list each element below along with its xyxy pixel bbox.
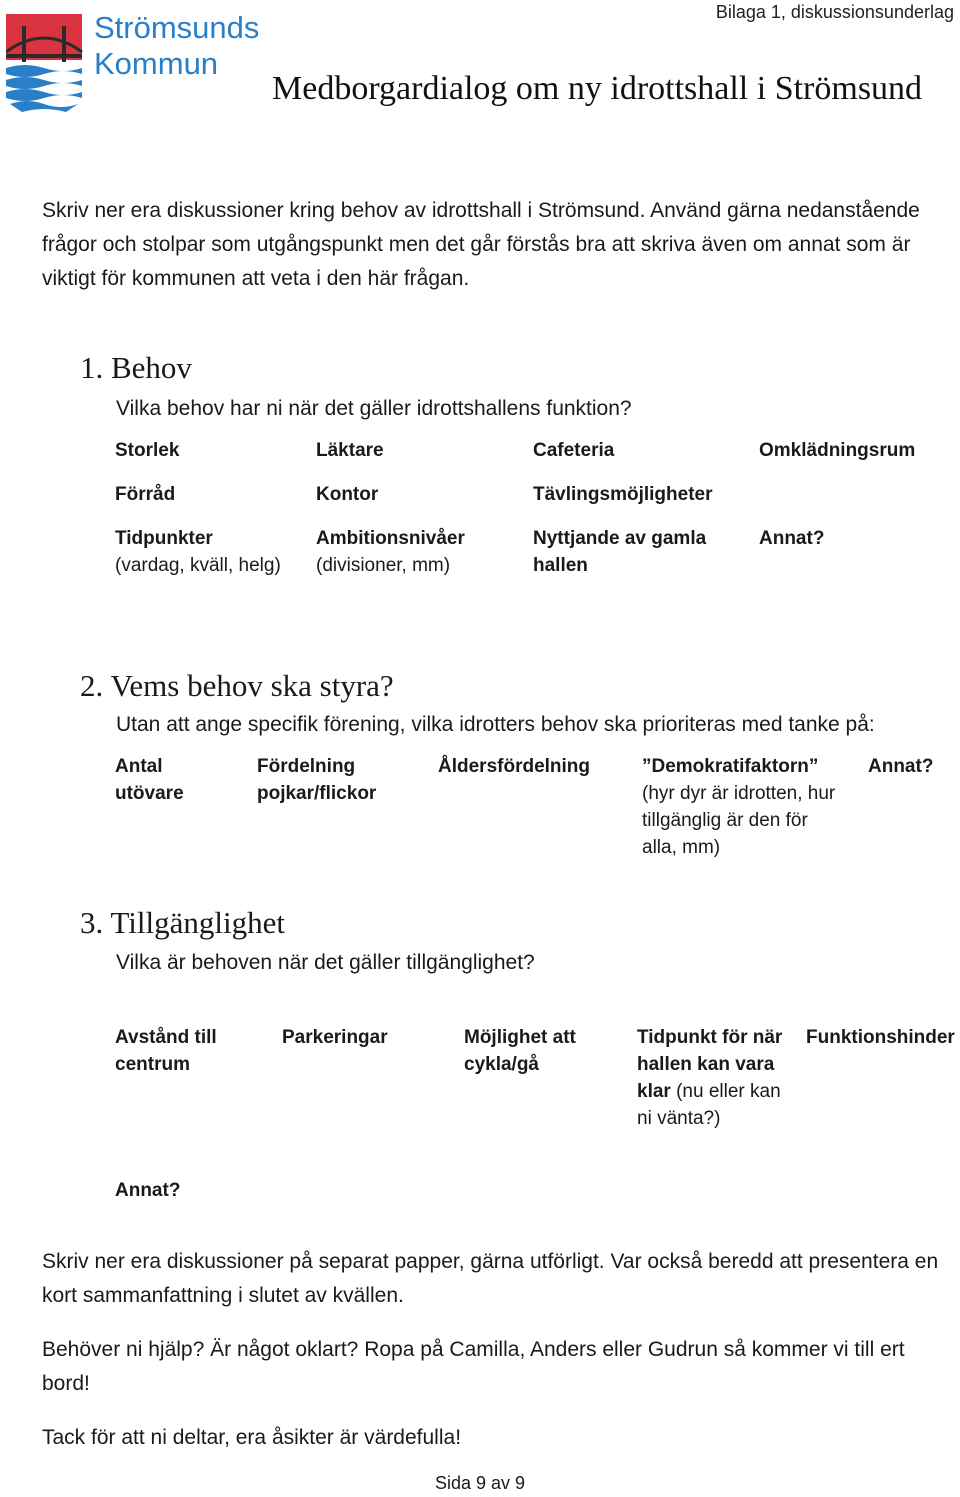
topic-item: Omklädningsrum (759, 440, 916, 461)
section-3-question: Vilka är behoven när det gäller tillgänglighet? (116, 951, 535, 974)
topic-item: Funktionshinder (806, 1027, 955, 1048)
topic-item: ”Demokratifaktorn” (hyr dyr är idrotten, hur tillgänglig är den för alla, mm) (642, 756, 836, 858)
section-2-question: Utan att ange specifik förening, vilka idrotters behov ska prioriteras med tanke på: (116, 713, 875, 736)
topic-item: Läktare (316, 440, 384, 461)
logo-text-kommun: Kommun (94, 46, 219, 81)
topic-item: Annat? (759, 528, 825, 549)
page-number: Sida 9 av 9 (434, 1473, 526, 1493)
topic-item: Annat? (868, 756, 934, 777)
topic-item: Tidpunkt för när hallen kan vara klar (nu eller kan ni vänta?) (637, 1027, 783, 1129)
intro-paragraph: Skriv ner era diskussioner kring behov av idrottshall i Strömsund. Använd gärna nedanstående frågor och stolpar som utgångspunkt men det går förstås bra att skriva även om annat som är viktigt för kommunen att veta i den här frågan. (42, 199, 920, 290)
section-title: Tillgänglighet (110, 905, 285, 940)
section-title: Behov (111, 350, 192, 385)
document-title: Medborgardialog om ny idrottshall i Strömsund (272, 70, 923, 107)
topic-item: Fördelning pojkar/flickor (257, 756, 377, 804)
section-1-question: Vilka behov har ni när det gäller idrottshallens funktion? (116, 397, 632, 420)
topic-item: Avstånd till centrum (115, 1027, 217, 1075)
logo-text-stromsunds: Strömsunds (94, 10, 260, 45)
section-number: 1. (80, 350, 104, 385)
section-title: Vems behov ska styra? (110, 668, 394, 703)
section-2-heading (80, 668, 394, 704)
topic-item: Cafeteria (533, 440, 615, 461)
topic-item: Storlek (115, 440, 180, 461)
topic-item: Tidpunkter (vardag, kväll, helg) (115, 528, 281, 576)
topic-item: Nyttjande av gamla hallen (533, 528, 707, 576)
bridge-logo-icon (6, 8, 90, 116)
topic-item: Kontor (316, 484, 379, 505)
topic-item: Möjlighet att cykla/gå (464, 1027, 576, 1075)
section-number: 3. (80, 905, 104, 940)
topic-item: Tävlingsmöjligheter (533, 484, 713, 505)
help-paragraph: Behöver ni hjälp? Är något oklart? Ropa på Camilla, Anders eller Gudrun så kommer vi till ert bord! (42, 1338, 905, 1395)
topic-item: Antal utövare (115, 756, 184, 804)
topic-item: Ambitionsnivåer (divisioner, mm) (316, 528, 465, 576)
closing-paragraph: Skriv ner era diskussioner på separat papper, gärna utförligt. Var också beredd att presentera en kort sammanfattning i slutet av kvällen. (42, 1250, 939, 1307)
topic-item: Åldersfördelning (438, 756, 591, 777)
appendix-label: Bilaga 1, diskussionsunderlag (715, 2, 954, 22)
thanks-paragraph: Tack för att ni deltar, era åsikter är värdefulla! (42, 1426, 462, 1449)
topic-item: Parkeringar (282, 1027, 388, 1048)
section-number: 2. (80, 668, 104, 703)
municipality-logo (6, 8, 260, 116)
section-1-heading (80, 350, 192, 386)
section-3-heading (80, 905, 285, 941)
topic-item: Förråd (115, 484, 176, 505)
topic-item: Annat? (115, 1180, 181, 1201)
